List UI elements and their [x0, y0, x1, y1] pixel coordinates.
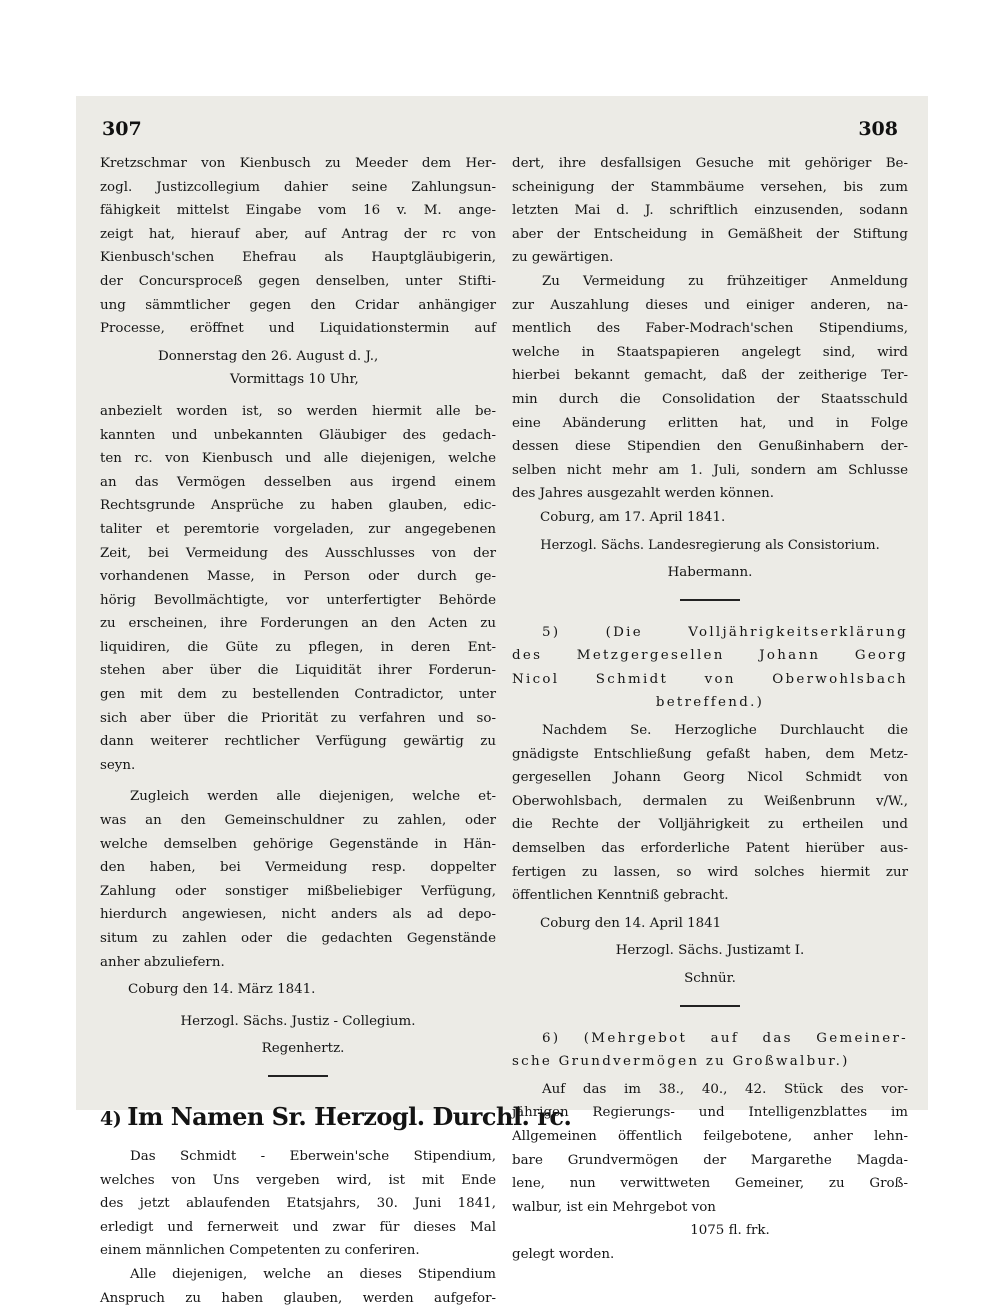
notice-4-heading: [100, 1097, 572, 1139]
text-line: situm zu zahlen oder die gedachten Gegenstände: [100, 931, 496, 946]
notice-3-paragraph-2: [100, 400, 496, 778]
section-divider: [680, 1005, 740, 1007]
notice-number: 4): [100, 1107, 122, 1130]
text-line: dert, ihre desfallsigen Gesuche mit gehöriger Be-: [512, 156, 908, 171]
text-line: Nachdem Se. Herzogliche Durchlaucht die: [542, 723, 908, 739]
text-line: betreffend.): [655, 695, 765, 711]
text-line: des Jahres ausgezahlt werden können.: [512, 486, 775, 502]
text-line: anher abzuliefern.: [100, 954, 225, 970]
text-line: ten rc. von Kienbusch und alle diejenigen, welche: [100, 451, 496, 467]
text-line: Zugleich werden alle diejenigen, welche et-: [130, 789, 496, 805]
text-line: jährigen Regierungs- und Intelligenzblattes im: [512, 1105, 908, 1121]
text-line: Auf das im 38., 40., 42. Stück des vor-: [542, 1081, 908, 1097]
place-date: Coburg den 14. März 1841.: [128, 982, 316, 998]
text-line: Anspruch zu haben glauben, werden aufgefor-: [100, 1290, 496, 1306]
text-line: Zeit, bei Vermeidung des Ausschlusses von der: [100, 545, 496, 561]
issuing-authority: Herzogl. Sächs. Landesregierung als Consistorium.: [540, 537, 880, 553]
place-date: Coburg, am 17. April 1841.: [540, 509, 726, 525]
text-line: zeigt hat, hierauf aber, auf Antrag der rc von: [100, 226, 496, 242]
issuing-authority: Herzogl. Sächs. Justiz - Collegium.: [180, 1013, 416, 1029]
text-line: zogl. Justizcollegium dahier seine Zahlungsun-: [100, 179, 496, 195]
text-line: demselben das erforderliche Patent hierüber aus-: [512, 841, 908, 857]
section-divider: [268, 1075, 328, 1077]
text-line: aber der Entscheidung in Gemäßheit der Stiftung: [512, 226, 908, 242]
signatory: Schnür.: [684, 971, 736, 986]
notice-5-paragraph-1: [512, 719, 908, 908]
text-line: Alle diejenigen, welche an dieses Stipendium: [130, 1266, 496, 1282]
text-line: walbur, ist ein Mehrgebot von: [512, 1199, 716, 1215]
text-line: welches von Uns vergeben wird, ist mit Ende: [100, 1172, 496, 1188]
notice-6-paragraph-1: [512, 1078, 908, 1220]
notice-5-title: [512, 621, 908, 715]
place-date: Coburg den 14. April 1841: [540, 915, 722, 931]
text-line: mentlich des Faber-Modrach'schen Stipendiums,: [512, 321, 908, 337]
text-line: selben nicht mehr am 1. Juli, sondern am Schlusse: [512, 462, 908, 478]
text-line: gergesellen Johann Georg Nicol Schmidt von: [512, 770, 908, 786]
signatory: Regenhertz.: [261, 1041, 345, 1057]
text-line: lene, nun verwittweten Gemeiner, zu Groß-: [512, 1176, 908, 1192]
text-line: den haben, bei Vermeidung resp. doppelter: [100, 860, 496, 876]
text-line: scheinigung der Stammbäume versehen, bis zum: [512, 179, 908, 195]
text-line: letzten Mai d. J. schriftlich einzusenden, sodann: [512, 203, 908, 219]
section-divider: [680, 599, 740, 601]
text-line: die Rechte der Volljährigkeit zu ertheilen und: [512, 817, 908, 833]
text-line: stehen aber über die Liquidität ihrer Forderun-: [100, 663, 496, 679]
text-line: ung sämmtlicher gegen den Cridar anhängiger: [100, 297, 496, 313]
text-line: fertigen zu lassen, so wird solches hiermit zur: [512, 864, 908, 880]
term-time-line: Vormittags 10 Uhr,: [230, 372, 359, 388]
text-line: erledigt und fernerweit und zwar für dieses Mal: [100, 1219, 496, 1235]
notice-6-title: [512, 1027, 908, 1074]
text-line: Nicol Schmidt von Oberwohlsbach: [512, 671, 908, 687]
text-line: zur Auszahlung dieses und einiger anderen, na-: [512, 297, 908, 313]
text-line: der Concursproceß gegen denselben, unter Stifti-: [100, 273, 496, 289]
text-line: Allgemeinen öffentlich feilgebotene, anher lehn-: [512, 1128, 908, 1144]
text-line: zu gewärtigen.: [512, 250, 614, 266]
text-line: Kretzschmar von Kienbusch zu Meeder dem Her-: [100, 156, 496, 171]
term-date-line: Donnerstag den 26. August d. J.,: [158, 348, 379, 364]
text-line: Zu Vermeidung zu frühzeitiger Anmeldung: [542, 273, 908, 289]
text-line: dessen diese Stipendien den Genußinhabern der-: [512, 439, 908, 455]
text-line: öffentlichen Kenntniß gebracht.: [512, 888, 729, 904]
text-line: 5) (Die Volljährigkeitserklärung: [542, 624, 908, 640]
text-line: Kienbusch'schen Ehefrau als Hauptgläubigerin,: [100, 250, 496, 266]
text-line: gen mit dem zu bestellenden Contradictor, unter: [100, 687, 496, 703]
scanned-page-spread: [76, 96, 928, 1306]
heading-text: Im Namen Sr. Herzogl. Durchl. rc.: [127, 1101, 572, 1131]
signatory: Habermann.: [667, 565, 753, 581]
text-line: fähigkeit mittelst Eingabe vom 16 v. M. ange-: [100, 203, 496, 219]
text-line: anbezielt worden ist, so werden hiermit alle be-: [100, 403, 496, 419]
text-line: bare Grundvermögen der Margarethe Magda-: [512, 1152, 908, 1168]
notice-4-paragraph-2-continued: [512, 152, 908, 270]
right-column: [512, 152, 908, 1267]
text-line: sche Grundvermögen zu Großwalbur.): [512, 1054, 850, 1070]
text-line: Oberwohlsbach, dermalen zu Weißenbrunn v/W.,: [512, 793, 908, 809]
text-line: hierbei bekannt gemacht, daß der zeitherige Ter-: [512, 368, 908, 384]
notice-3-paragraph-3: [100, 785, 496, 974]
text-line: Rechtsgrunde Ansprüche zu haben glauben, edic-: [100, 498, 496, 514]
text-line: dann weiterer rechtlicher Verfügung gewärtig zu: [100, 734, 496, 750]
text-line: liquidiren, die Güte zu pflegen, in deren Ent-: [100, 639, 496, 655]
right-page-number: 308: [858, 118, 898, 140]
text-line: gelegt worden.: [512, 1246, 615, 1262]
text-line: hierdurch angewiesen, nicht anders als ad depo-: [100, 907, 496, 923]
text-line: sich aber über die Priorität zu verfahren und so-: [100, 710, 496, 726]
text-line: an das Vermögen desselben aus irgend einem: [100, 474, 496, 490]
text-line: eine Abänderung erlitten hat, und in Folge: [512, 415, 908, 431]
notice-4-paragraph-2: [100, 1263, 496, 1310]
text-line: einem männlichen Competenten zu conferiren.: [100, 1243, 420, 1259]
text-line: des jetzt ablaufenden Etatsjahrs, 30. Juni 1841,: [100, 1196, 496, 1212]
issuing-authority: Herzogl. Sächs. Justizamt I.: [615, 943, 805, 959]
text-line: zu erscheinen, ihre Forderungen an den Acten zu: [100, 616, 496, 632]
notice-4-paragraph-3: [512, 270, 908, 506]
text-line: vorhandenen Masse, in Person oder durch ge-: [100, 569, 496, 585]
text-line: taliter et peremtorie vorgeladen, zur angegebenen: [100, 521, 496, 537]
text-line: min durch die Consolidation der Staatsschuld: [512, 391, 908, 407]
text-line: 6) (Mehrgebot auf das Gemeiner-: [542, 1030, 908, 1046]
text-line: gnädigste Entschließung gefaßt haben, dem Metz-: [512, 746, 908, 762]
text-line: Processe, eröffnet und Liquidationstermin auf: [100, 321, 496, 337]
text-line: welche in Staatspapieren angelegt sind, wird: [512, 344, 908, 360]
left-page-number: 307: [102, 118, 142, 140]
text-line: kannten und unbekannten Gläubiger des gedach-: [100, 427, 496, 443]
bid-amount: 1075 fl. frk.: [690, 1223, 770, 1239]
text-line: hörig Bevollmächtigte, vor unterfertigter Behörde: [100, 592, 496, 608]
text-line: Zahlung oder sonstiger mißbeliebiger Verfügung,: [100, 883, 496, 899]
text-line: seyn.: [100, 757, 136, 773]
notice-3-paragraph-1: [100, 152, 496, 341]
text-line: des Metzgergesellen Johann Georg: [512, 648, 908, 664]
text-line: was an den Gemeinschuldner zu zahlen, oder: [100, 813, 496, 829]
notice-4-paragraph-1: [100, 1145, 496, 1263]
text-line: welche demselben gehörige Gegenstände in Hän-: [100, 836, 496, 852]
text-line: Das Schmidt - Eberwein'sche Stipendium,: [130, 1148, 496, 1164]
